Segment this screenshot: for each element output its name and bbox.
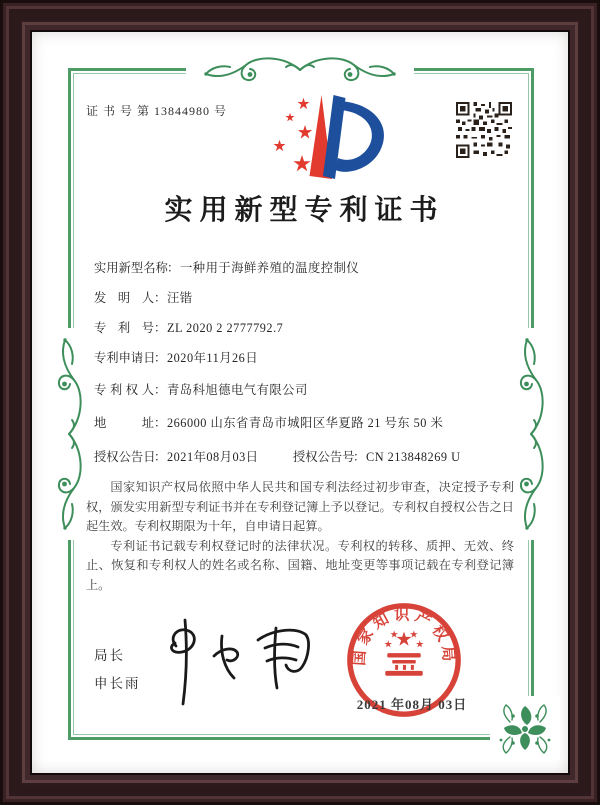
field-value: 2021年08月03日 [167, 450, 259, 464]
field-label: 专利号 [94, 321, 154, 335]
flourish-right-icon [509, 328, 553, 540]
field-row-patentee [94, 383, 308, 397]
director-signature [148, 610, 333, 715]
field-value: 青岛科旭德电气有限公司 [167, 383, 308, 397]
field-colon: ： [154, 383, 167, 397]
field-colon: ： [154, 416, 167, 430]
qr-code-icon [456, 102, 512, 158]
field-label: 实用新型名称 [94, 261, 168, 275]
field-label: 授权公告号 [293, 450, 355, 464]
field-value: 汪锴 [167, 291, 193, 305]
field-value: 一种用于海鲜养殖的温度控制仪 [180, 261, 360, 275]
field-colon: ： [154, 450, 167, 464]
legal-paragraph-2: 专利证书记载专利权登记时的法律状况。专利权的转移、质押、无效、终止、恢复和专利权人的姓名或名称、国籍、地址变更等事项记载在专利登记簿上。 [86, 538, 514, 592]
field-colon: ： [154, 351, 167, 365]
certificate-number: 证 书 号 第 13844980 号 [86, 104, 228, 118]
field-row-address [94, 416, 443, 430]
director-name: 申长雨 [94, 676, 141, 691]
field-row-patent-no [94, 321, 283, 335]
field-row-filing-date [94, 351, 258, 365]
floral-corner-icon [490, 696, 560, 760]
legal-text [86, 478, 514, 595]
field-value: ZL 2020 2 2777792.7 [167, 321, 284, 335]
field-value: CN 213848269 U [366, 450, 461, 464]
field-label: 专利权人 [94, 383, 154, 397]
field-label: 地址 [94, 416, 154, 430]
field-value: 2020年11月26日 [167, 351, 259, 365]
national-emblem-icon [385, 630, 424, 675]
certificate-paper [32, 32, 568, 773]
field-colon: ： [154, 291, 167, 305]
field-colon: ： [353, 450, 366, 464]
field-value: 266000 山东省青岛市城阳区华夏路 21 号东 50 米 [167, 416, 444, 430]
field-label: 授权公告日 [94, 450, 156, 464]
field-row-inventor [94, 291, 193, 305]
field-grant-number [293, 450, 460, 464]
certificate-title: 实用新型专利证书 [164, 195, 445, 226]
legal-paragraph-1: 国家知识产权局依照中华人民共和国专利法经过初步审查，决定授予专利权，颁发实用新型专利证书并在专利登记簿上予以登记。专利权自授权公告之日起生效。专利权期限为十年，自申请日起算。 [86, 480, 514, 533]
flourish-top-icon [186, 48, 414, 92]
seal-date: 2021 年08月 03日 [356, 697, 468, 712]
seal-text: 国家知识产权局 [351, 606, 457, 667]
field-colon: ： [154, 321, 167, 335]
field-label: 发明人 [94, 291, 154, 305]
field-row-name [94, 261, 359, 275]
director-title: 局长 [94, 648, 125, 663]
flourish-left-icon [47, 328, 91, 540]
field-row-grant [94, 450, 461, 464]
cnipa-logo-icon [248, 92, 398, 188]
field-colon: ： [167, 261, 180, 275]
field-label: 专利申请日 [94, 351, 156, 365]
